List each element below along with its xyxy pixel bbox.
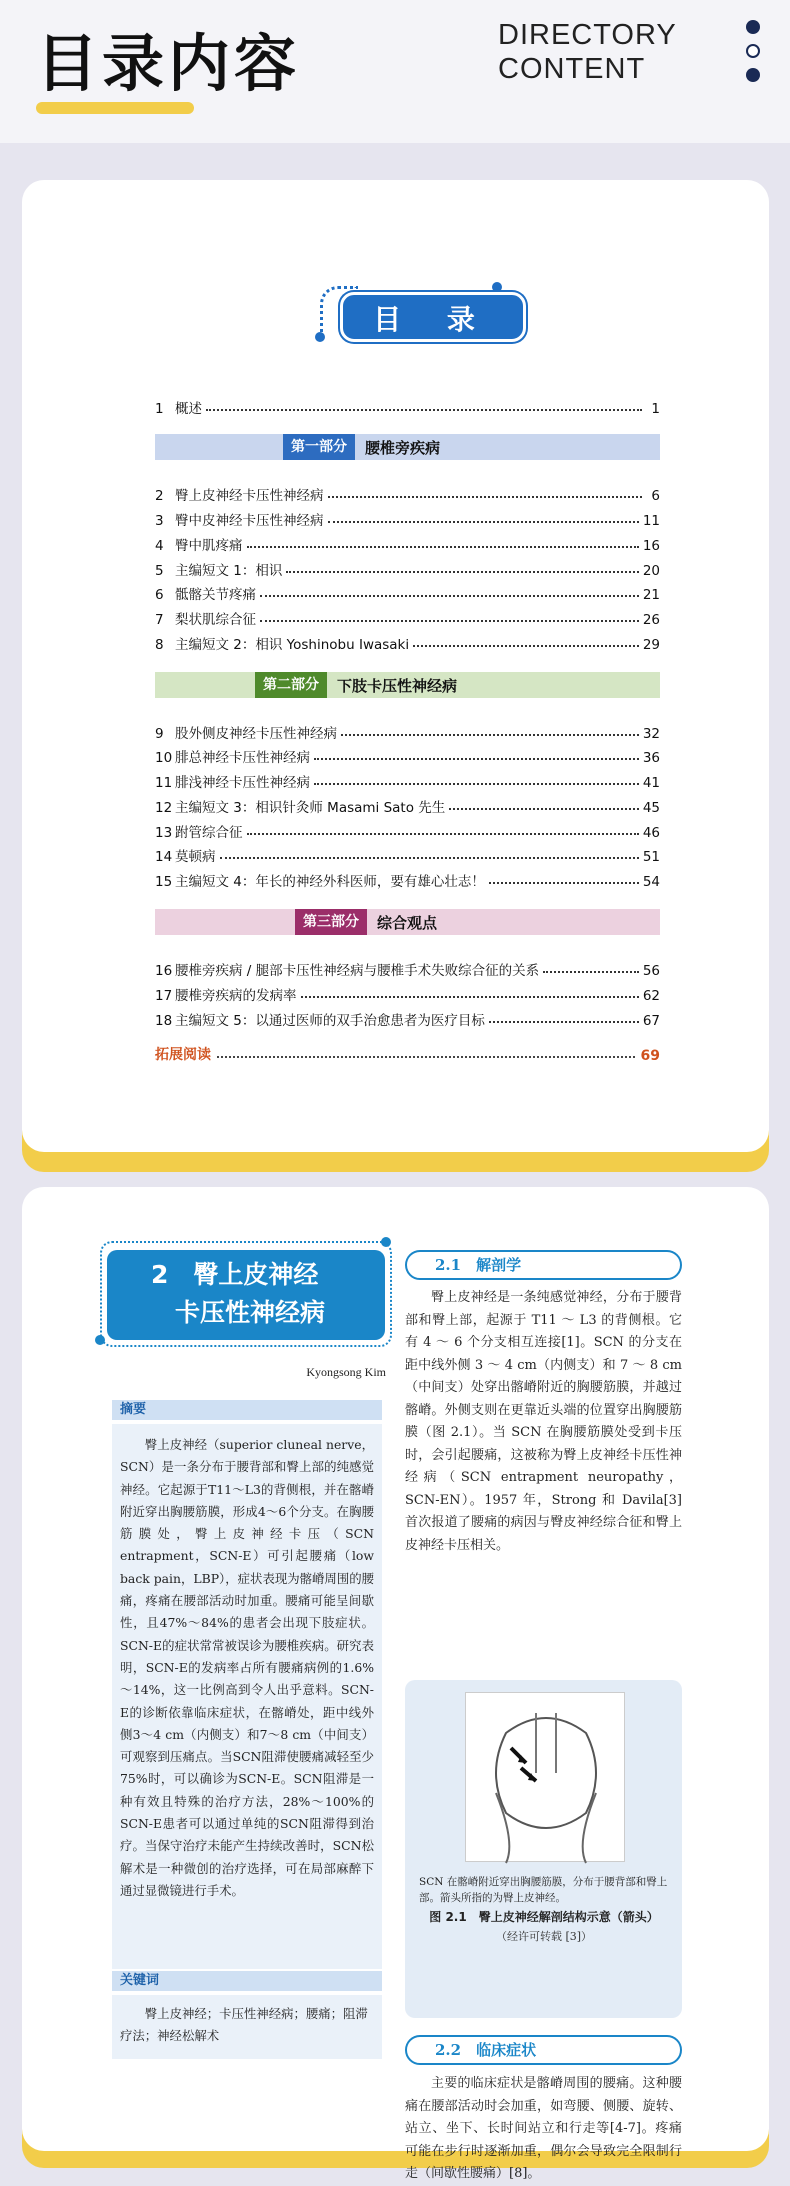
toc-entry-page: 41 bbox=[642, 775, 660, 791]
toc-entry-number: 5 bbox=[155, 563, 164, 579]
part-title: 腰椎旁疾病 bbox=[365, 438, 441, 457]
abstract-text: 臀上皮神经（superior cluneal nerve，SCN）是一条分布于腰背部和臀上部的纯感觉神经。它起源于T11～L3的背侧根，并在髂嵴附近穿出胸腰筋膜，形成4～6个分支。在胸腰筋膜处，臀上皮神经卡压（SCN entrapment，SCN-E）可引起腰痛（low back pain，LBP），症状表现为髂嵴周围的腰痛，疼痛在腰部活动时加重。腰痛可能呈间歇性，且47%～84%的患者会出现下肢症状。SCN-E的症状常常被误诊为腰椎疾病。研究表明，SCN-E的发病率占所有腰痛病例的1.6%～14%，这一比例高到令人出乎意料。SCN-E的诊断依靠临床症状，在髂嵴处，距中线外侧3～4 cm（内侧支）和7～8 cm（中间支）可观察到压痛点。当SCN阻滞使腰痛减轻至少75%时，可以确诊为SCN-E。SCN阻滞是一种有效且特殊的治疗方法，28%～100%的SCN-E患者可以通过单纯的SCN阻滞得到治疗。当保守治疗未能产生持续改善时，SCN松解术是一种微创的治疗选择，可在局部麻醉下通过显微镜进行手术。 bbox=[112, 1424, 382, 1969]
leader-dots bbox=[314, 758, 639, 760]
toc-entry[interactable] bbox=[155, 393, 660, 417]
toc-entry-number: 4 bbox=[155, 538, 164, 554]
toc-entry-number: 11 bbox=[155, 775, 173, 791]
toc-entry-label: 跗管综合征 bbox=[175, 825, 243, 841]
leader-dots bbox=[328, 496, 643, 498]
leader-dots bbox=[260, 620, 639, 622]
figure-caption: SCN 在髂嵴附近穿出胸腰筋膜，分布于腰背部和臀上部。箭头所指的为臀上皮神经。 bbox=[419, 1876, 668, 1904]
section-2-1-heading: 2.1 解剖学 bbox=[405, 1250, 682, 1280]
leader-dots bbox=[449, 808, 639, 810]
toc-entry-label: 臀中肌疼痛 bbox=[175, 538, 243, 554]
toc-entry[interactable] bbox=[155, 505, 660, 529]
leader-dots bbox=[260, 595, 639, 597]
toc-entry-number: 10 bbox=[155, 750, 173, 766]
section-2-1-text: 臀上皮神经是一条纯感觉神经，分布于腰背部和臀上部，起源于 T11 ～ L3 的背侧根。它有 4 ～ 6 个分支相互连接[1]。SCN 的分支在距中线外侧 3 ～ 4 cm（内侧支）和 7 ～ 8 cm（中间支）处穿出髂嵴附近的胸腰筋膜，并越过髂嵴。外侧支则在更靠近头端的位置穿出胸腰筋膜（图 2.1）。当 SCN 在胸腰筋膜处受到卡压时，会引起腰痛，这被称为臀上皮神经卡压性神经病（SCN entrapment neuropathy，SCN-EN）。1957 年，Strong 和 Davila[3] 首次报道了腰痛的病因与臀皮神经综合征和臀上皮神经卡压相关。 bbox=[405, 1290, 682, 1553]
extended-page: 69 bbox=[640, 1048, 660, 1064]
menu-dot-icon[interactable] bbox=[746, 68, 760, 82]
leader-dots bbox=[220, 857, 639, 859]
leader-dots bbox=[286, 571, 638, 573]
toc-entry-number: 3 bbox=[155, 513, 164, 529]
chapter-title bbox=[107, 1250, 385, 1340]
leader-dots bbox=[247, 546, 639, 548]
part-tag: 第一部分 bbox=[283, 434, 355, 460]
leader-dots bbox=[217, 1056, 635, 1058]
chapter-author: Kyongsong Kim bbox=[306, 1365, 386, 1379]
part-title: 下肢卡压性神经病 bbox=[337, 676, 458, 695]
toc-entry[interactable] bbox=[155, 792, 660, 816]
toc-part-banner bbox=[155, 434, 660, 460]
header-underline bbox=[36, 102, 194, 114]
toc-entry-page: 32 bbox=[642, 726, 660, 742]
toc-heading: 目 录 bbox=[340, 292, 526, 342]
chapter-card bbox=[22, 1187, 769, 2181]
toc-entry-page: 21 bbox=[642, 587, 660, 603]
toc-entry[interactable] bbox=[155, 955, 660, 979]
toc-entry-number: 18 bbox=[155, 1013, 173, 1029]
toc-entry-number: 16 bbox=[155, 963, 173, 979]
keywords-label: 关键词 bbox=[112, 1971, 382, 1991]
header-en-line1: DIRECTORY bbox=[498, 19, 677, 51]
toc-entry-label: 腓总神经卡压性神经病 bbox=[175, 750, 310, 766]
figure-source: （经许可转载 [3]） bbox=[495, 1930, 593, 1943]
leader-dots bbox=[489, 882, 639, 884]
part-tag: 第二部分 bbox=[255, 672, 327, 698]
toc-entry-number: 13 bbox=[155, 825, 173, 841]
toc-entry-page: 45 bbox=[642, 800, 660, 816]
toc-entry[interactable] bbox=[155, 742, 660, 766]
extended-label: 拓展阅读 bbox=[155, 1047, 211, 1063]
toc-entry-page: 56 bbox=[642, 963, 660, 979]
leader-dots bbox=[247, 833, 639, 835]
part-tag: 第三部分 bbox=[295, 909, 367, 935]
leader-dots bbox=[341, 734, 639, 736]
menu-dot-icon[interactable] bbox=[746, 20, 760, 34]
keywords-text: 臀上皮神经；卡压性神经病；腰痛；阻滞疗法；神经松解术 bbox=[112, 1995, 382, 2059]
toc-entry-label: 主编短文 1：相识 bbox=[175, 563, 283, 579]
toc-entry-number: 1 bbox=[155, 401, 164, 417]
toc-entry-number: 8 bbox=[155, 637, 164, 653]
leader-dots bbox=[301, 996, 639, 998]
toc-entry-page: 67 bbox=[642, 1013, 660, 1029]
toc-entry-page: 11 bbox=[642, 513, 660, 529]
toc-entry[interactable] bbox=[155, 767, 660, 791]
leader-dots bbox=[413, 645, 639, 647]
toc-entry-number: 14 bbox=[155, 849, 173, 865]
toc-entry-label: 骶髂关节疼痛 bbox=[175, 587, 256, 603]
toc-entry-page: 51 bbox=[642, 849, 660, 865]
figure-2-1 bbox=[405, 1680, 682, 2018]
section-2-2-heading: 2.2 临床症状 bbox=[405, 2035, 682, 2065]
toc-entry[interactable] bbox=[155, 480, 660, 504]
pelvis-drawing-icon bbox=[466, 1693, 626, 1863]
toc-deco-dot bbox=[315, 332, 325, 342]
toc-entry-label: 主编短文 5：以通过医师的双手治愈患者为医疗目标 bbox=[175, 1013, 485, 1029]
leader-dots bbox=[543, 971, 639, 973]
chapter-title-line2: 卡压性神经病 bbox=[175, 1298, 326, 1327]
header-en-line2: CONTENT bbox=[498, 53, 646, 85]
toc-entry[interactable] bbox=[155, 718, 660, 742]
toc-entry[interactable] bbox=[155, 980, 660, 1004]
toc-part-banner bbox=[155, 672, 660, 698]
toc-entry[interactable] bbox=[155, 604, 660, 628]
toc-entry-number: 17 bbox=[155, 988, 173, 1004]
leader-dots bbox=[206, 409, 642, 411]
toc-entry-number: 2 bbox=[155, 488, 164, 504]
abstract-label: 摘要 bbox=[112, 1400, 382, 1420]
toc-entry-label: 主编短文 3：相识针灸师 Masami Sato 先生 bbox=[175, 800, 446, 816]
toc-entry-number: 6 bbox=[155, 587, 164, 603]
toc-entry-page: 29 bbox=[642, 637, 660, 653]
chapter-deco-dot bbox=[95, 1335, 105, 1345]
toc-extended-reading[interactable] bbox=[155, 1040, 660, 1064]
leader-dots bbox=[314, 783, 639, 785]
toc-entry-number: 12 bbox=[155, 800, 173, 816]
toc-entry-label: 主编短文 2：相识 Yoshinobu Iwasaki bbox=[175, 637, 410, 653]
toc-entry[interactable] bbox=[155, 629, 660, 653]
toc-entry-page: 1 bbox=[651, 401, 660, 417]
toc-card bbox=[22, 180, 769, 1152]
menu-dot-icon[interactable] bbox=[746, 44, 760, 58]
toc-entry-label: 腰椎旁疾病的发病率 bbox=[175, 988, 297, 1004]
toc-deco-dot bbox=[492, 282, 502, 292]
toc-entry-number: 15 bbox=[155, 874, 173, 890]
toc-entry-page: 36 bbox=[642, 750, 660, 766]
page-header bbox=[0, 0, 790, 143]
toc-entry-page: 46 bbox=[642, 825, 660, 841]
toc-entry-label: 股外侧皮神经卡压性神经病 bbox=[175, 726, 337, 742]
toc-entry-page: 16 bbox=[642, 538, 660, 554]
toc-entry-page: 26 bbox=[642, 612, 660, 628]
toc-entry-label: 腰椎旁疾病 / 腿部卡压性神经病与腰椎手术失败综合征的关系 bbox=[175, 963, 540, 979]
header-english bbox=[498, 18, 677, 86]
toc-entry[interactable] bbox=[155, 555, 660, 579]
toc-entry-number: 7 bbox=[155, 612, 164, 628]
toc-entry-label: 概述 bbox=[175, 401, 202, 417]
toc-entry[interactable] bbox=[155, 866, 660, 890]
chapter-deco-dot bbox=[381, 1237, 391, 1247]
toc-entry[interactable] bbox=[155, 817, 660, 841]
leader-dots bbox=[328, 521, 639, 523]
toc-entry-label: 臀上皮神经卡压性神经病 bbox=[175, 488, 324, 504]
toc-entry-label: 梨状肌综合征 bbox=[175, 612, 256, 628]
toc-entry-page: 6 bbox=[651, 488, 660, 504]
toc-entry-label: 主编短文 4：年长的神经外科医师，要有雄心壮志！ bbox=[175, 874, 485, 890]
part-title: 综合观点 bbox=[377, 913, 438, 932]
toc-entry-label: 臀中皮神经卡压性神经病 bbox=[175, 513, 324, 529]
toc-entry-label: 腓浅神经卡压性神经病 bbox=[175, 775, 310, 791]
toc-entry-page: 20 bbox=[642, 563, 660, 579]
leader-dots bbox=[489, 1021, 639, 1023]
toc-entry-number: 9 bbox=[155, 726, 164, 742]
toc-entry[interactable] bbox=[155, 1005, 660, 1029]
figure-title: 图 2.1 臀上皮神经解剖结构示意（箭头） bbox=[429, 1910, 659, 1924]
toc-entry-label: 莫顿病 bbox=[175, 849, 216, 865]
section-2-2-text: 主要的临床症状是髂嵴周围的腰痛。这种腰痛在腰部活动时会加重，如弯腰、侧腰、旋转、站立、坐下、长时间站立和行走等[4-7]。疼痛可能在步行时逐渐加重，偶尔会导致完全限制行走（间歇性腰痛）[8]。 bbox=[405, 2076, 682, 2181]
toc-entry-page: 54 bbox=[642, 874, 660, 890]
toc-entry[interactable] bbox=[155, 841, 660, 865]
anatomy-illustration bbox=[465, 1692, 625, 1862]
toc-part-banner bbox=[155, 909, 660, 935]
toc-entry[interactable] bbox=[155, 530, 660, 554]
toc-entry[interactable] bbox=[155, 579, 660, 603]
chapter-title-line1: 2 臀上皮神经 bbox=[151, 1260, 319, 1289]
header-title: 目录内容 bbox=[36, 27, 301, 100]
toc-entry-page: 62 bbox=[642, 988, 660, 1004]
